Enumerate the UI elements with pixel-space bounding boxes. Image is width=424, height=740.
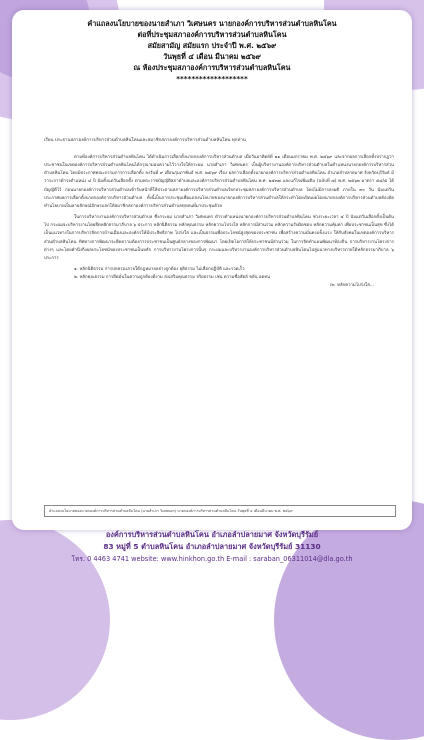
header-divider: ******************* [176, 74, 248, 83]
header-title: คำแถลงนโยบายของนายสำเภา วิเศษนคร นายกองค์การบริหารส่วนตำบลหินโคน [87, 19, 337, 28]
header-date: วันพุธที่ ๔ เดือน มีนาคม ๒๕๖๙ [163, 52, 261, 61]
header-meeting: ต่อที่ประชุมสภาองค์การบริหารส่วนตำบลหินโคน [137, 30, 287, 39]
document-header [12, 10, 412, 84]
continued-marker: /๓. หลักความโปร่งใส... [330, 283, 374, 289]
footer-address: 83 หมู่ที่ 5 ตำบลหินโคน อำเภอลำปลายมาศ จังหวัดบุรีรัมย์ 31130 [103, 542, 321, 551]
document-footnote: คำแถลงนโยบายของนายกองค์การบริหารส่วนตำบลหินโคน (นายสำเภา วิเศษนคร) นายกองค์การบริหารส่วนตำบลหินโคน วันพุธที่ ๔ เดือนมีนาคม พ.ศ. ๒๕๖๙ [44, 505, 396, 517]
header-venue: ณ ห้องประชุมสภาองค์การบริหารส่วนตำบลหินโคน [133, 63, 291, 72]
policy-item-1: ๑. หลักนิติธรรม การปกครองภายใต้กฎหมายอย่างถูกต้อง ยุติธรรม ไม่เลือกปฏิบัติ และรวดเร็ว [74, 267, 245, 273]
body-paragraph-2: ในการบริหารงานองค์การบริหารส่วนตำบล ซึ่งกระผม นายสำเภา วิเศษนคร ดำรงตำแหน่งนายกองค์การบริหารส่วนตำบลหินโคน ช่วงระยะเวลา ๔ ปี นับแต่วันเลือกตั้งเป็นต้นไป กระผมจะบริหารงานโดยยึดหลักธรรมาภิบาล ๖ ประการ หลักนิติธรรม หลักคุณธรรม หลักความโปร่งใส หลักการมีส่วนร่วม หลักความรับผิดชอบ หลักความคุ้มค่า เพื่อประชาชนเป็นสุข ซึ่งได้เป็นแนวทางในการบริหารจัดการบ้านเมืองและองค์กรให้มีประสิทธิภาพ โปร่งใส และเป็นธรรมเพื่อประโยชน์สูงสุดของประชาชน เพื่อสร้างความมั่นคงแข็งแรง ให้กับสังคมในเขตองค์การบริหารส่วนตำบลหินโคน ทิศทางการพัฒนาจะยึดความต้องการประชาชนเป็นศูนย์กลางของการพัฒนา โดยเปิดโอกาสให้ประชาชนมีส่วนร่วม ในการจัดทำแผนพัฒนาท้องถิ่น การบริหารงานโครงการต่างๆ และโดยคำนึงถึงผลประโยชน์ของประชาชนเป็นหลัก การบริหารงานโครงการนั้นๆ กระผมและบริหารงานองค์การบริหารส่วนตำบลหินโคนไปสู่แนวทางบริหารภายใต้หลักธรรมาภิบาล ๖ ประการ [44, 215, 394, 261]
document-body [44, 154, 394, 291]
policy-item-2: ๒. หลักคุณธรรม การยึดมั่นในความถูกต้องดีงาม ส่งเสริมคุณธรรม จริยธรรม เช่น ความซื่อสัตย์ ขยัน อดทน [74, 275, 271, 281]
page-footer [0, 529, 424, 565]
body-paragraph-1: ตามที่องค์การบริหารส่วนตำบลหินโคน ได้ดำเนินการเลือกตั้งนายกองค์การบริหารส่วนตำบล เมื่อวันอาทิตย์ที่ ๑๑ เดือนมกราคม พ.ศ. ๒๕๖๙ และจากผลการเลือกตั้งปรากฏว่าประชาชนในเขตองค์การบริหารส่วนตำบลหินโคนได้กรุณามอบความไว้วางใจให้กระผม นายสำเภา วิเศษนคร เป็นผู้บริหารงานองค์การบริหารส่วนตำบลในตำแหน่งนายกองค์การบริหารส่วนตำบลหินโคน โดยมีประกาศคณะกรรมการการเลือกตั้ง ลงวันที่ ๙ เดือนกุมภาพันธ์ พ.ศ. ๒๕๖๙ เรื่อง ผลการเลือกตั้งนายกองค์การบริหารส่วนตำบลหินโคน อำเภอลำปลายมาศ จังหวัดบุรีรัมย์ มีวาระการดำรงตำแหน่ง ๔ ปี นับตั้งแต่วันเลือกตั้ง ตามพระราชบัญญัติสภาตำบลและองค์การบริหารส่วนตำบลหินโคน พ.ศ. ๒๕๓๗ และแก้ไขเพิ่มเติม (ฉบับที่ ๗) พ.ศ. ๒๕๖๒ มาตรา ๕๘/๕ ได้บัญญัติไว้ ก่อนนายกองค์การบริหารส่วนตำบลเข้ารับหน้าที่ให้ประธานสภาองค์การบริหารส่วนตำบลเรียกประชุมสภาองค์การบริหารส่วนตำบล โดยไม่มีการลงมติ ภายใน ๓๐ วัน นับแต่วันประกาศผลการเลือกตั้งนายกองค์การบริหารส่วนตำบล ทั้งนี้เป็นการประชุมเพื่อแถลงนโยบายของนายกองค์การบริหารส่วนตำบลให้กระทำโดยเปิดเผยโดยนายกองค์การบริหารส่วนตำบลต้องจัดทำนโยบายเป็นลายลักษณ์อักษรแจกให้สมาชิกสภาองค์การบริหารส่วนตำบลทุกคนที่มาประชุมด้วย [44, 155, 394, 209]
document-page [12, 10, 412, 530]
salutation: เรียน ประธานสภาองค์การบริหารส่วนตำบลหินโคนและสมาชิกสภาองค์การบริหารส่วนตำบลหินโคน ทุกท่าน [44, 138, 246, 143]
header-session: สมัยสามัญ สมัยแรก ประจำปี พ.ศ. ๒๕๖๙ [147, 41, 277, 50]
footer-contact: โทร. 0 4463 4741 website: www.hinkhon.go.th E-mail : saraban_06311014@dla.go.th [71, 555, 353, 563]
footer-organization: องค์การบริหารส่วนตำบลหินโคน อำเภอลำปลายมาศ จังหวัดบุรีรัมย์ [105, 530, 319, 539]
